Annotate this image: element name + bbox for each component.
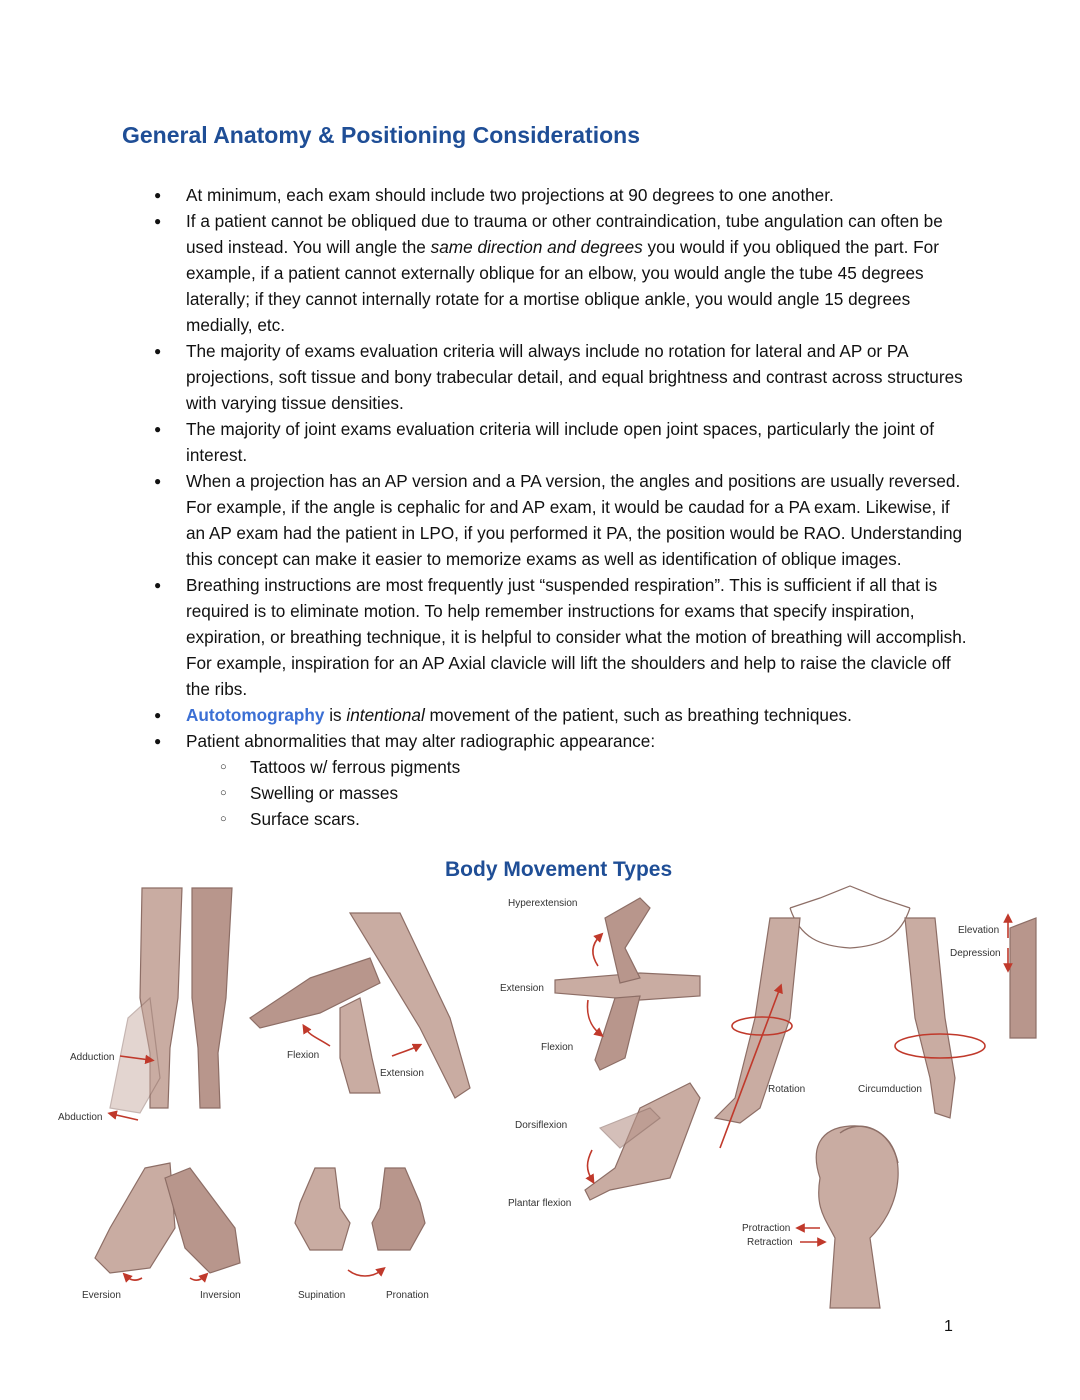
label-inversion: Inversion: [200, 1290, 241, 1301]
hand-figure: [555, 898, 700, 1070]
sub-list-item: ○ Swelling or masses: [186, 780, 972, 806]
label-flexion-hand: Flexion: [541, 1042, 574, 1053]
list-item: [152, 416, 972, 468]
bullet-text: is: [324, 705, 347, 725]
emphasis-text: intentional: [346, 705, 425, 725]
label-dorsiflexion: Dorsiflexion: [515, 1120, 568, 1131]
bullet-text: you would if you obliqued the part. For example, if a patient cannot externally oblique for an elbow, you would angle the tube 45 degrees laterally; if they cannot internally rotate for a mortise oblique ankle, you would angle 15 degrees medially, etc.: [186, 237, 939, 335]
list-item: [152, 182, 972, 208]
label-abduction: Abduction: [58, 1112, 103, 1123]
list-item: [152, 702, 972, 728]
bullet-text: The majority of exams evaluation criteria will always include no rotation for lateral and AP or PA projections, soft tissue and bony trabecular detail, and equal brightness and contrast across structures with varying tissue densities.: [186, 341, 963, 413]
label-rotation: Rotation: [768, 1084, 806, 1095]
bullet-text: Breathing instructions are most frequently just “suspended respiration”. This is sufficient if all that is required is to eliminate motion. To help remember instructions for exams that specify inspiration, expiration, or breathing technique, it is helpful to consider what the motion of breathing will accomplish. For example, inspiration for an AP Axial clavicle will lift the shoulders and help to raise the clavicle off the ribs.: [186, 575, 967, 699]
label-hyperextension: Hyperextension: [508, 898, 578, 909]
bullet-text: If a patient cannot be obliqued due to trauma or other contraindication, tube angulation can often be used instead. You will angle the: [186, 211, 943, 257]
autotomography-link[interactable]: Autotomography: [186, 705, 325, 725]
label-protraction: Protraction: [742, 1223, 791, 1234]
emphasis-text: same direction and degrees: [430, 237, 643, 257]
list-item: [152, 572, 972, 702]
bullet-text: The majority of joint exams evaluation criteria will include open joint spaces, particularly the joint of interest.: [186, 419, 935, 465]
label-elevation: Elevation: [958, 925, 1000, 936]
list-item: [152, 728, 972, 832]
bullet-text: At minimum, each exam should include two projections at 90 degrees to one another.: [186, 185, 834, 205]
label-extension-leg: Extension: [380, 1068, 424, 1079]
list-item: [152, 208, 972, 338]
bullet-text: Patient abnormalities that may alter radiographic appearance:: [186, 731, 656, 751]
label-adduction: Adduction: [70, 1052, 115, 1063]
list-item: [152, 338, 972, 416]
label-circumduction: Circumduction: [858, 1084, 922, 1095]
bullet-text: movement of the patient, such as breathing techniques.: [424, 705, 852, 725]
label-retraction: Retraction: [747, 1237, 793, 1248]
figure-title: Body Movement Types: [445, 858, 673, 881]
feet-figure: [95, 1163, 240, 1280]
label-flexion-leg: Flexion: [287, 1050, 320, 1061]
page-number: 1: [944, 1318, 953, 1335]
head-figure: [800, 1126, 898, 1308]
sub-list-item: ○ Tattoos w/ ferrous pigments: [186, 754, 972, 780]
page-title: General Anatomy & Positioning Considerations: [122, 122, 640, 148]
bullet-text: When a projection has an AP version and a PA version, the angles and positions are usually reversed. For example, if the angle is cephalic for and AP exam, it would be caudad for a PA exam. Likewise, if an AP exam had the patient in LPO, if you performed it PA, the position would be RAO. Understanding this concept can make it easier to memorize exams as well as identification of oblique images.: [186, 471, 963, 569]
hands-figure: [295, 1168, 425, 1276]
label-depression: Depression: [950, 948, 1001, 959]
considerations-list: [152, 182, 972, 832]
leg-flexion-figure: [250, 913, 470, 1098]
foot-figure: [585, 1083, 700, 1200]
sub-list-item: ○ Surface scars.: [186, 806, 972, 832]
label-pronation: Pronation: [386, 1290, 429, 1301]
label-extension-hand: Extension: [500, 983, 544, 994]
label-plantar-flexion: Plantar flexion: [508, 1198, 572, 1209]
body-movement-illustration: [0, 878, 1080, 1318]
list-item: [152, 468, 972, 572]
label-eversion: Eversion: [82, 1290, 121, 1301]
abnormalities-sublist: [186, 754, 972, 832]
legs-figure: [110, 888, 232, 1120]
label-supination: Supination: [298, 1290, 346, 1301]
